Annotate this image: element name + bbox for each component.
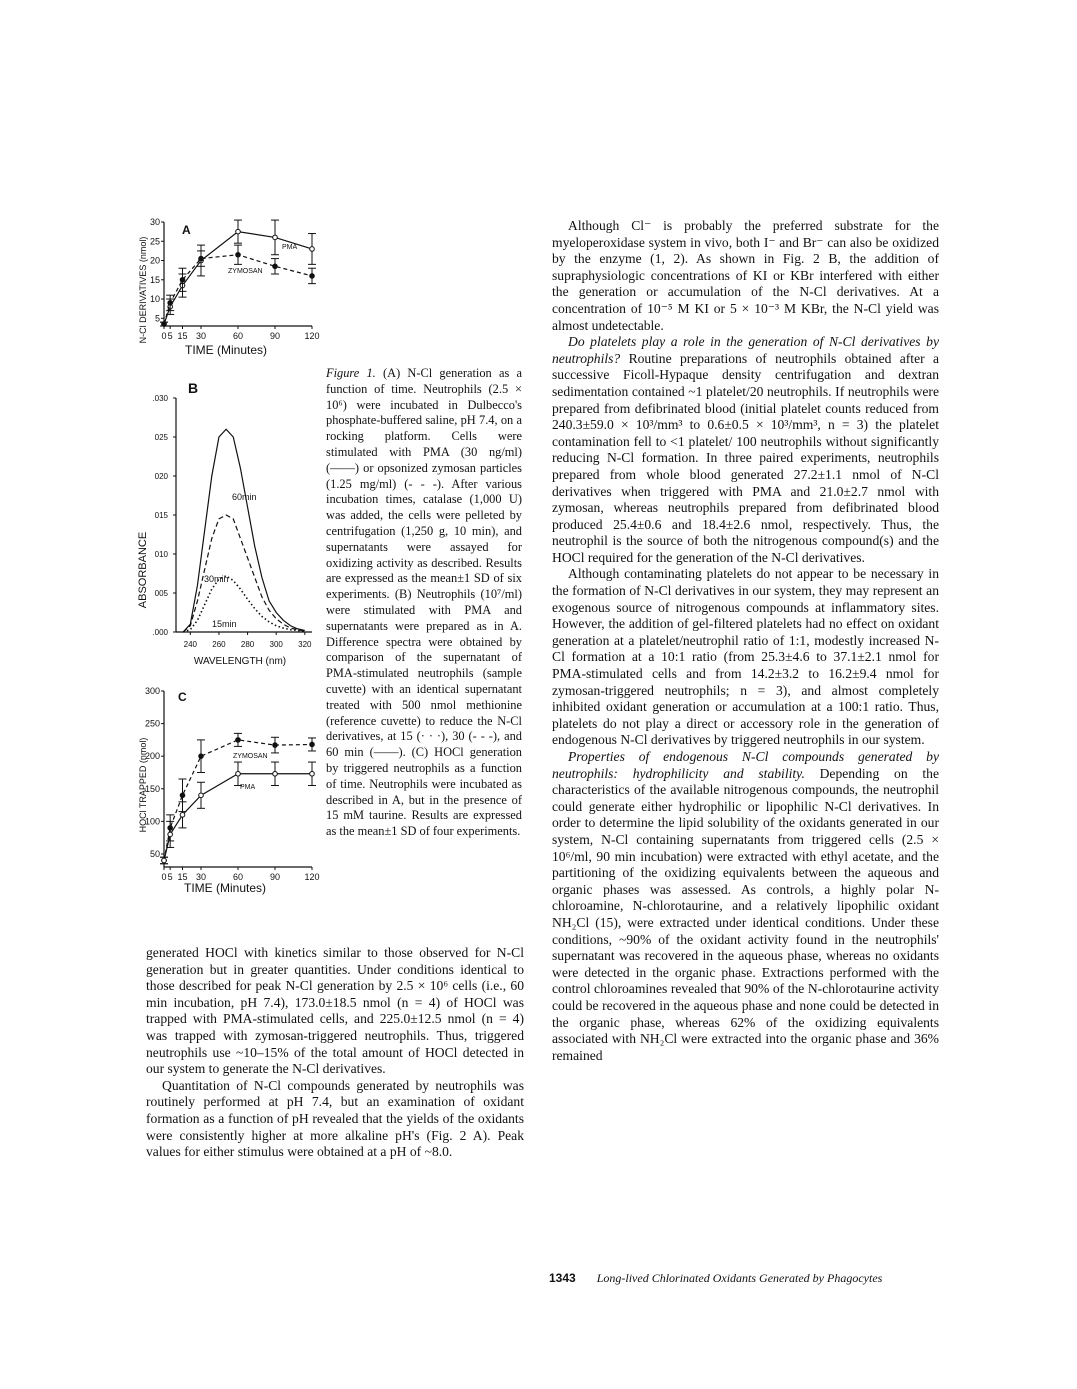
a-data-point (310, 247, 315, 252)
b-y-tick-label: .000 (152, 628, 168, 637)
a-y-tick-label: 15 (149, 274, 160, 285)
right-paragraph-2-heading: Do platelets play a role in the generation of N-Cl derivatives by neutrophils? (552, 334, 939, 366)
panel-b-label-30min: 30min (204, 574, 229, 584)
a-data-point (199, 256, 204, 261)
a-x-tick-label: 60 (232, 331, 244, 341)
panel-a-x-label: TIME (Minutes) (184, 343, 268, 357)
figure-panel-c (126, 676, 326, 900)
panel-b-label-15min: 15min (212, 619, 237, 629)
b-spectrum-60min (183, 429, 305, 632)
c-y-tick-label: 200 (144, 751, 160, 762)
panel-a-y-ticks (150, 217, 164, 323)
c-data-point (180, 793, 185, 798)
left-column (146, 945, 524, 1161)
a-x-tick-label: 120 (304, 331, 320, 341)
c-x-tick-label: 15 (177, 872, 188, 882)
panel-b-series (183, 429, 305, 632)
c-y-tick-label: 50 (149, 848, 160, 859)
a-data-point (273, 264, 278, 269)
a-x-tick-label: 5 (167, 331, 173, 341)
right-paragraph-1: Although Cl⁻ is probably the preferred substrate for the myeloperoxidase system in vivo, both I⁻ and Br⁻ can also be oxidized by the enzyme (1, 2). As shown in Fig. 2 B, the addition of supraphysiologic concentrations of KI or KBr interfered with either the generation or accumulation of the N-Cl derivatives. At a concentration of 10⁻⁵ M KI or 5 × 10⁻³ M KBr, the N-Cl yield was almost undetectable. (552, 218, 939, 333)
c-y-tick-label: 100 (144, 816, 160, 827)
c-data-point (236, 771, 241, 776)
running-title: Long-lived Chlorinated Oxidants Generated by Phagocytes (596, 1271, 883, 1285)
panel-b-x-ticks (184, 632, 312, 649)
panel-c-x-label: TIME (Minutes) (183, 881, 267, 895)
a-y-tick-label: 25 (149, 236, 160, 247)
a-data-point (310, 274, 315, 279)
panel-b-x-label: WAVELENGTH (nm) (193, 656, 287, 667)
b-y-tick-label: 005 (154, 589, 168, 598)
b-spectrum-30min (183, 515, 305, 632)
a-data-point (273, 235, 278, 240)
c-data-point (199, 754, 204, 759)
c-data-point (236, 738, 241, 743)
right-paragraph-2-body: Routine preparations of neutrophils obtained after a successive Ficoll-Hypaque density centrifugation and dextran sedimentation contained ~1 platelet/20 neutrophils. If neutrophils were prepared from defibrinated blood (initial platelet counts reduced from 240.3±59.0 × 10³/mm³ to 0.6±0.5 × 10³/mm³, n = 3) the platelet contamination fell to <1 platelet/ 100 neutrophils without significantly reducing N-Cl formation. In three paired experiments, neutrophils prepared from whole blood generated 27.2±1.1 nmol of N-Cl derivatives when triggered with PMA and 21.0±2.7 nmol with zymosan, whereas neutrophils prepared from defibrinated blood produced 25.4±0.6 and 18.4±2.6 nmol, respectively. Thus, the neutrophil is the source of both the nitrogenous compound(s) and the HOCl required for the generation of the N-Cl derivatives. (552, 350, 939, 565)
c-data-point (273, 743, 278, 748)
a-x-tick-label: 15 (177, 331, 188, 341)
c-data-point (180, 813, 185, 818)
b-x-tick-label: 260 (212, 640, 226, 649)
panel-a-label-zymosan: ZYMOSAN (228, 268, 263, 275)
b-x-tick-label: 240 (183, 640, 197, 649)
panel-a-x-ticks (161, 326, 319, 341)
panel-a-y-label: N-Cl DERIVATIVES (nmol) (138, 236, 148, 344)
panel-c-y-label: HOCl TRAPPED (nmol) (138, 737, 148, 833)
a-data-point (236, 252, 241, 257)
c-data-point (168, 832, 173, 837)
panel-b-label-60min: 60min (232, 492, 257, 502)
a-x-tick-label: 90 (269, 331, 281, 341)
a-y-tick-label: 10 (149, 294, 160, 305)
panel-b-letter: B (188, 380, 199, 396)
a-data-point (168, 301, 173, 306)
panel-c-label-pma: PMA (240, 784, 256, 791)
panel-a-label-pma: PMA (282, 244, 298, 251)
left-paragraph-1: generated HOCl with kinetics similar to those observed for N-Cl generation but in greater quantities. Under conditions identical to those described for peak N-Cl generation by 2.5 × 10⁶ cells (i.e., 60 min incubation, pH 7.4), 173.0±18.5 nmol (n = 4) of HOCl was trapped with PMA-stimulated cells, and 225.0±12.5 nmol (n = 4) was trapped with zymosan-triggered neutrophils. Thus, triggered neutrophils use ~10–15% of the total amount of HOCl detected in our system to generate the N-Cl derivatives. (146, 945, 524, 1077)
c-y-tick-label: 250 (144, 718, 160, 729)
panel-c-letter: C (178, 690, 187, 704)
right-paragraph-4 (552, 749, 939, 1064)
b-y-tick-label: 025 (154, 433, 168, 442)
b-y-tick-label: 015 (154, 511, 168, 520)
c-x-tick-label: 5 (167, 872, 173, 882)
page-footer (549, 1271, 882, 1286)
right-paragraph-3: Although contaminating platelets do not appear to be necessary in the formation of N-Cl derivatives in our system, they may represent an exogenous source of nitrogenous compounds at inflammatory sites. However, the addition of gel-filtered platelets had no effect on oxidant generation at a platelet/neutrophil ratio of 1:1, modestly increased N-Cl formation at a 10:1 ratio (from 25.3±4.6 to 37.1±2.1 nmol for PMA-stimulated cells and from 14.2±3.2 to 16.2±9.4 nmol for zymosan-triggered neutrophils; n = 3), and almost completely inhibited oxidant generation or accumulation at a 100:1 ratio. Thus, platelets do not play a direct or accessory role in the generation of endogenous N-Cl derivatives by triggered neutrophils in our system. (552, 566, 939, 748)
a-data-point (162, 322, 167, 327)
right-column (552, 218, 939, 1064)
figure-panel-a (126, 208, 326, 368)
right-paragraph-4-heading: Properties of endogenous N-Cl compounds generated by neutrophils: hydrophilicity and stability. (552, 749, 939, 781)
c-x-tick-label: 30 (195, 872, 207, 882)
left-paragraph-2: Quantitation of N-Cl compounds generated by neutrophils was routinely performed at pH 7.4, but an examination of oxidant formation as a function of pH revealed that the yields of the oxidants were consistently higher at more alkaline pH's (Fig. 2 A). Peak values for either stimulus were obtained at a pH of ~8.0. (146, 1077, 524, 1160)
c-data-point (162, 858, 167, 863)
c-data-point (199, 793, 204, 798)
b-y-tick-label: 010 (154, 550, 168, 559)
a-y-tick-label: 5 (154, 313, 160, 324)
panel-b-axes (176, 398, 312, 632)
b-y-tick-label: 020 (154, 472, 168, 481)
a-y-tick-label: 30 (149, 217, 160, 227)
a-data-point (236, 229, 241, 234)
right-paragraph-4-body: Depending on the characteristics of the available nitrogenous compounds, the neutrophil could generate either hydrophilic or lipophilic N-Cl derivatives. In order to determine the lipid solubility of the oxidants generated in our system, N-Cl containing supernatants from triggered cells (2.5 × 10⁶/ml, 90 min incubation) were extracted with ethyl acetate, and the partitioning of the oxidizing equivalents between the aqueous and organic phases was assessed. As controls, a highly polar N-chloroamine, N-chlorotaurine, and a relatively lipophilic oxidant NH₂Cl (15), were extracted under identical conditions. Under these conditions, ~90% of the oxidant activity found in the neutrophils' supernatant was recovered in the aqueous phase, whereas no oxidants were detected in the organic phase. Extractions performed with the control chloroamines revealed that 90% of the N-chlorotaurine activity could be recovered in the aqueous phase and none could be detected in the organic phase, whereas 62% of the oxidizing equivalents associated with NH₂Cl were extracted into the organic phase and 36% remained (552, 765, 939, 1063)
panel-b-y-ticks (152, 394, 176, 637)
c-x-tick-label: 120 (304, 872, 320, 882)
caption-text: (A) N-Cl generation as a function of time. Neutrophils (2.5 × 10⁶) were incubated in Dulbecco's phosphate-buffered saline, pH 7.4, on a rocking platform. Cells were stimulated with PMA (30 ng/ml) (——) or opsonized zymosan particles (1.25 mg/ml) (- - -). After various incubation times, catalase (1,000 U) was added, the cells were pelleted by centrifugation (1,250 g, 10 min), and supernatants were assayed for oxidizing activity as described. Results are expressed as the mean±1 SD of six experiments. (B) Neutrophils (10⁷/ml) were stimulated with PMA and supernatants were prepared as in A. Difference spectra were obtained by comparison of the supernatant of PMA-stimulated neutrophils (sample cuvette) with an identical supernatant treated with 500 nmol methionine (reference cuvette) to reduce the N-Cl derivatives, at 15 (· · ·), 30 (- - -), and 60 min (——). (C) HOCl generation by triggered neutrophils as a function of time. Neutrophils were incubated as described in A, but in the presence of 15 mM taurine. Results are expressed as the mean±1 SD of four experiments. (326, 366, 522, 839)
a-series-line-zymosan (164, 255, 312, 324)
b-x-tick-label: 300 (269, 640, 283, 649)
panel-a-letter: A (182, 223, 191, 237)
c-x-tick-label: 90 (269, 872, 281, 882)
caption-label: Figure 1. (326, 366, 376, 380)
panel-c-x-ticks (161, 867, 319, 882)
c-x-tick-label: 60 (232, 872, 244, 882)
c-data-point (273, 771, 278, 776)
c-x-tick-label: 0 (161, 872, 167, 882)
page-number: 1343 (549, 1271, 576, 1285)
a-x-tick-label: 30 (195, 331, 207, 341)
figure-caption (326, 366, 522, 840)
panel-c-label-zymosan: ZYMOSAN (233, 753, 268, 760)
c-y-tick-label: 150 (144, 783, 160, 794)
a-y-tick-label: 20 (149, 255, 160, 266)
figure-panel-b (126, 370, 326, 672)
b-x-tick-label: 280 (240, 640, 255, 649)
b-y-tick-label: .030 (152, 394, 168, 403)
right-paragraph-2 (552, 334, 939, 566)
c-y-tick-label: 300 (144, 686, 160, 696)
a-x-tick-label: 0 (161, 331, 167, 341)
a-data-point (180, 277, 185, 282)
c-data-point (310, 742, 315, 747)
b-x-tick-label: 320 (298, 640, 312, 649)
c-data-point (310, 771, 315, 776)
panel-b-y-label: ABSORBANCE (137, 531, 149, 609)
